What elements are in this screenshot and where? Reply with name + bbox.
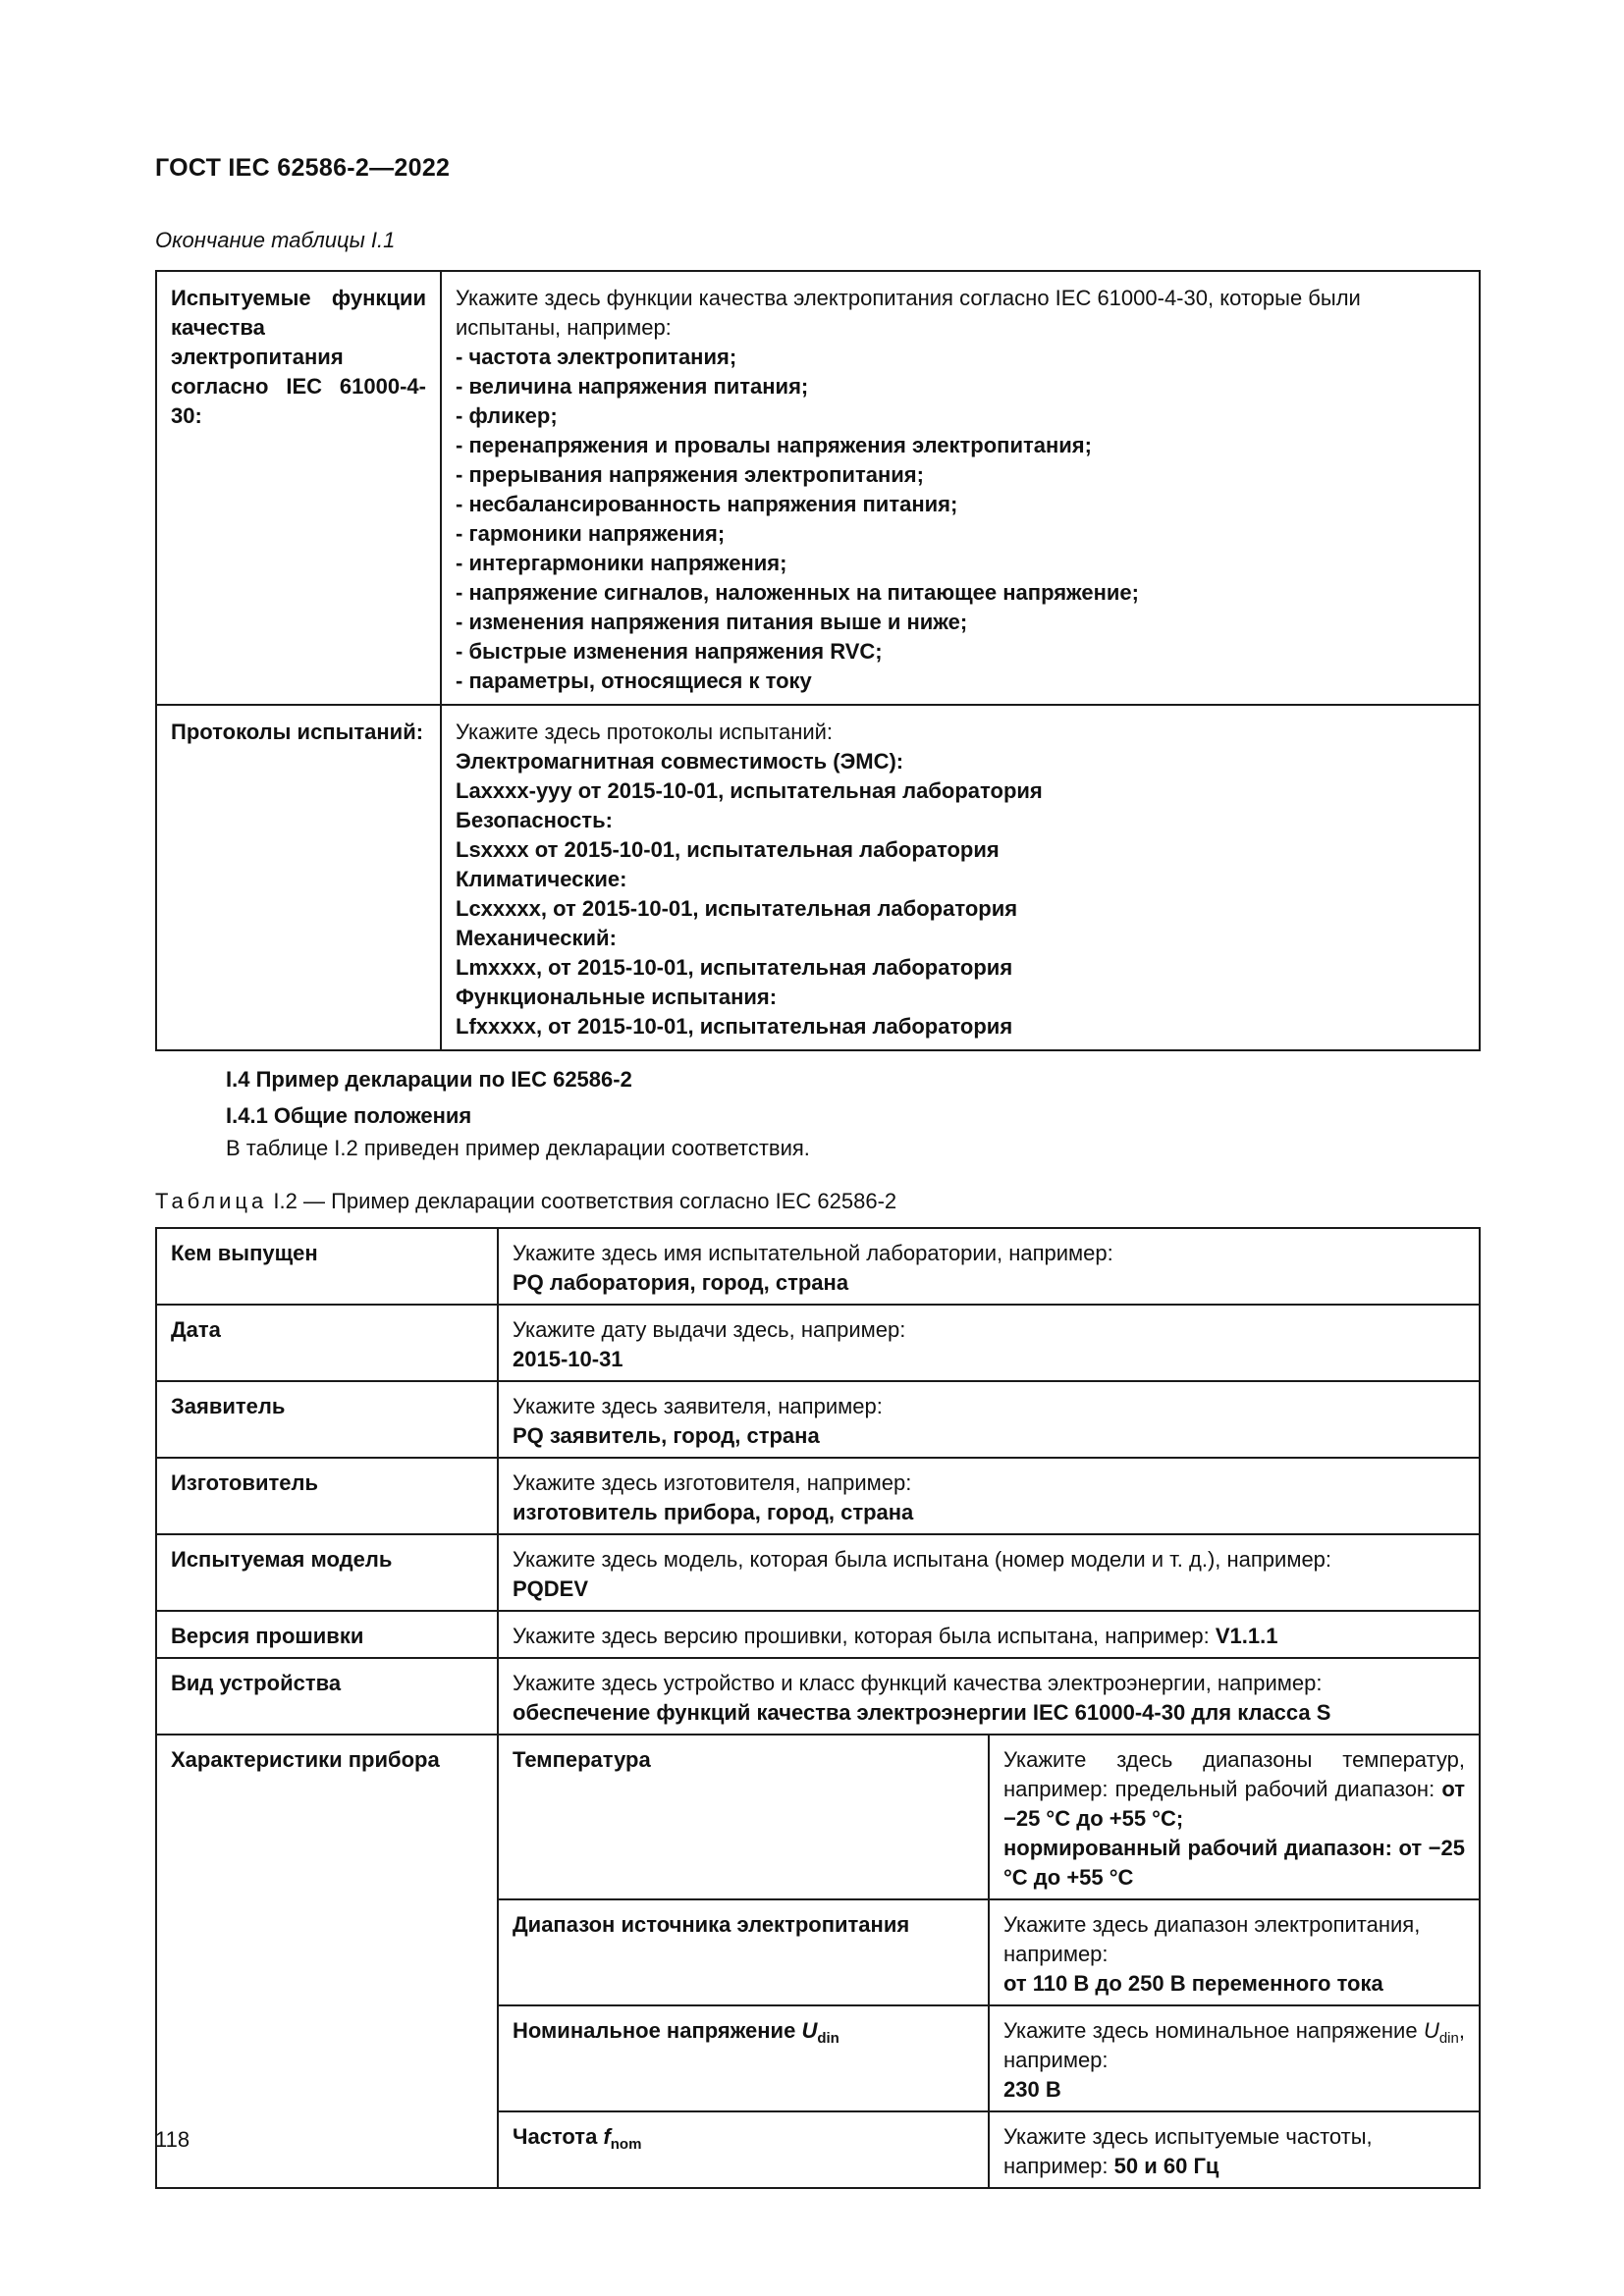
row-content-model [498, 1534, 1480, 1611]
row-value: PQDEV [513, 1576, 589, 1601]
row-label-characteristics: Характеристики прибора [156, 1735, 498, 2188]
row-content-date [498, 1305, 1480, 1381]
table-row [156, 1611, 1480, 1658]
list-item: - несбалансированность напряжения питания; [456, 492, 958, 516]
table-i2 [155, 1227, 1481, 2189]
row-label-date: Дата [156, 1305, 498, 1381]
list-item: - перенапряжения и провалы напряжения электропитания; [456, 433, 1092, 457]
sub-label-temperature: Температура [498, 1735, 989, 1899]
list-item: Lsxxxx от 2015-10-01, испытательная лаборатория [456, 837, 1000, 862]
table-row [156, 1228, 1480, 1305]
row-label-issued-by: Кем выпущен [156, 1228, 498, 1305]
table-i2-caption [155, 1189, 896, 1214]
row-intro: Укажите здесь модель, которая была испытана (номер модели и т. д.), например: [513, 1547, 1332, 1572]
list-item: Laxxxx-yyy от 2015-10-01, испытательная лаборатория [456, 778, 1043, 803]
list-item: Функциональные испытания: [456, 985, 778, 1009]
row-content-manufacturer [498, 1458, 1480, 1534]
sub-label-nominal-voltage [498, 2005, 989, 2111]
list-item: - гармоники напряжения; [456, 521, 726, 546]
row-label-manufacturer: Изготовитель [156, 1458, 498, 1534]
row-intro: Укажите здесь заявителя, например: [513, 1394, 883, 1418]
list-item: Lcxxxxx, от 2015-10-01, испытательная лаборатория [456, 896, 1018, 921]
list-item: Lmxxxx, от 2015-10-01, испытательная лаборатория [456, 955, 1013, 980]
table-row [156, 1735, 1480, 1899]
table-row [156, 271, 1480, 705]
row-value: изготовитель прибора, город, страна [513, 1500, 914, 1524]
table-row [156, 1658, 1480, 1735]
table-row [156, 1458, 1480, 1534]
row-intro: Укажите здесь устройство и класс функций качества электроэнергии, например: [513, 1671, 1323, 1695]
row-intro: Укажите здесь диапазоны температур, например: предельный рабочий диапазон: [1003, 1747, 1465, 1801]
row-value: от 110 В до 250 В переменного тока [1003, 1971, 1383, 1996]
label-text: Номинальное напряжение [513, 2018, 802, 2043]
list-item: Lfxxxxx, от 2015-10-01, испытательная лаборатория [456, 1014, 1013, 1039]
row-intro-end: , например: [1003, 2018, 1465, 2072]
list-item: - фликер; [456, 403, 558, 428]
list-item: - величина напряжения питания; [456, 374, 809, 399]
sub-label-supply-range: Диапазон источника электропитания [498, 1899, 989, 2005]
row-intro: Укажите здесь изготовителя, например: [513, 1470, 912, 1495]
row-label-applicant: Заявитель [156, 1381, 498, 1458]
row-intro: Укажите здесь функции качества электропитания согласно IEC 61000-4-30, которые были испытаны, например: [456, 286, 1361, 340]
row-content-firmware [498, 1611, 1480, 1658]
section-heading-i41: I.4.1 Общие положения [226, 1103, 472, 1128]
list-item: - быстрые изменения напряжения RVC; [456, 639, 883, 664]
row-value: 50 и 60 Гц [1113, 2154, 1219, 2178]
row-intro: Укажите здесь имя испытательной лаборатории, например: [513, 1241, 1113, 1265]
row-content-applicant [498, 1381, 1480, 1458]
caption-word: Таблица [155, 1189, 268, 1213]
section-heading-i4: I.4 Пример декларации по IEC 62586-2 [226, 1067, 632, 1092]
sub-content-nominal-voltage [989, 2005, 1480, 2111]
row-label-test-reports: Протоколы испытаний: [156, 705, 441, 1050]
sub-label-frequency [498, 2111, 989, 2188]
row-value: PQ заявитель, город, страна [513, 1423, 820, 1448]
list-item: Механический: [456, 926, 617, 950]
list-item: - напряжение сигналов, наложенных на питающее напряжение; [456, 580, 1139, 605]
row-label-device-type: Вид устройства [156, 1658, 498, 1735]
symbol-subscript: nom [610, 2136, 642, 2153]
section-paragraph: В таблице I.2 приведен пример декларации соответствия. [226, 1136, 810, 1160]
table-row [156, 1305, 1480, 1381]
row-content-device-type [498, 1658, 1480, 1735]
row-value: 230 В [1003, 2077, 1061, 2102]
list-item: Безопасность: [456, 808, 613, 832]
sub-content-frequency [989, 2111, 1480, 2188]
list-item: Климатические: [456, 867, 627, 891]
row-value: V1.1.1 [1215, 1624, 1278, 1648]
label-text: Частота [513, 2124, 604, 2149]
symbol: f [603, 2124, 611, 2149]
row-label-tested-functions: Испытуемые функции качества электропитания согласно IEC 61000-4-30: [156, 271, 441, 705]
row-content-issued-by [498, 1228, 1480, 1305]
table-row [156, 1534, 1480, 1611]
table-continuation-caption: Окончание таблицы I.1 [155, 228, 396, 252]
symbol-subscript: din [1438, 2030, 1459, 2047]
row-label-firmware: Версия прошивки [156, 1611, 498, 1658]
list-item: - прерывания напряжения электропитания; [456, 462, 924, 487]
caption-text: I.2 — Пример декларации соответствия согласно IEC 62586-2 [267, 1189, 897, 1213]
list-item: - интергармоники напряжения; [456, 551, 787, 575]
sub-content-temperature [989, 1735, 1480, 1899]
row-value: 2015-10-31 [513, 1347, 623, 1371]
symbol-subscript: din [817, 2030, 839, 2047]
row-content-test-reports [441, 705, 1480, 1050]
list-item: Электромагнитная совместимость (ЭМС): [456, 749, 904, 774]
row-intro: Укажите здесь испытуемые частоты, например: [1003, 2124, 1373, 2178]
row-intro: Укажите дату выдачи здесь, например: [513, 1317, 906, 1342]
row-value: обеспечение функций качества электроэнергии IEC 61000-4-30 для класса S [513, 1700, 1331, 1725]
row-intro: Укажите здесь диапазон электропитания, например: [1003, 1912, 1421, 1966]
list-item: - изменения напряжения питания выше и ниже; [456, 610, 968, 634]
list-item: - параметры, относящиеся к току [456, 668, 812, 693]
row-label-model: Испытуемая модель [156, 1534, 498, 1611]
page-number: 118 [155, 2127, 190, 2152]
table-row [156, 1381, 1480, 1458]
row-intro: Укажите здесь версию прошивки, которая была испытана, например: [513, 1624, 1216, 1648]
document-header: ГОСТ IEC 62586-2—2022 [155, 154, 451, 182]
row-value: от −25 °C до +55 °C; [1003, 1777, 1465, 1831]
table-row [156, 705, 1480, 1050]
row-intro: Укажите здесь протоколы испытаний: [456, 720, 834, 744]
row-value: нормированный рабочий диапазон: от −25 °C до +55 °C [1003, 1836, 1465, 1890]
table-i1 [155, 270, 1481, 1051]
row-intro: Укажите здесь номинальное напряжение [1003, 2018, 1424, 2043]
list-item: - частота электропитания; [456, 345, 737, 369]
sub-content-supply-range [989, 1899, 1480, 2005]
row-content-tested-functions [441, 271, 1480, 705]
symbol: U [1423, 2018, 1439, 2043]
symbol: U [801, 2018, 818, 2043]
row-value: PQ лаборатория, город, страна [513, 1270, 849, 1295]
